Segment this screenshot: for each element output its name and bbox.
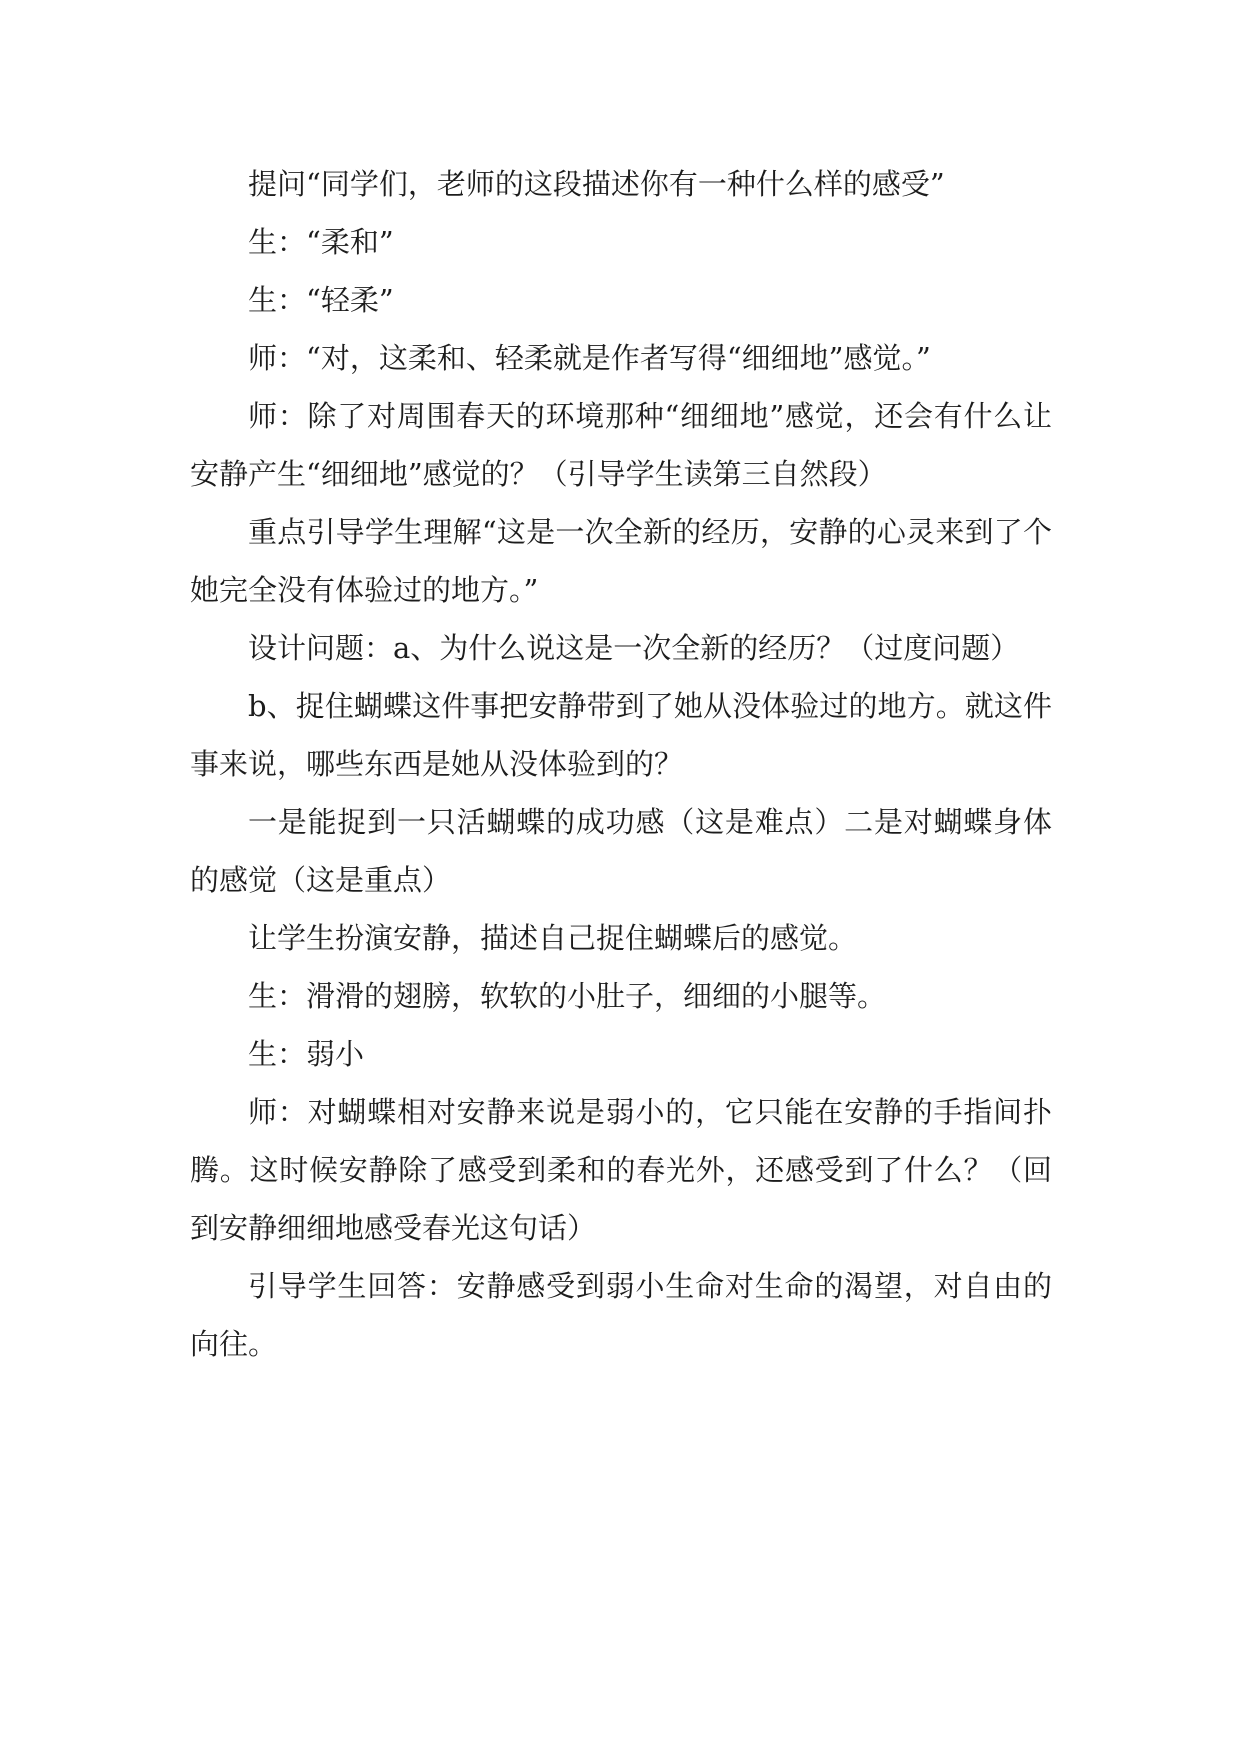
- paragraph: 提问“同学们，老师的这段描述你有一种什么样的感受”: [248, 167, 945, 201]
- paragraph: 师：除了对周围春天的环境那种“细细地”感觉，还会有什么让安静产生“细细地”感觉的？（引导学生读第三自然段）: [190, 399, 1052, 491]
- paragraph: 设计问题：a、为什么说这是一次全新的经历？（过度问题）: [248, 631, 1020, 665]
- paragraph: 生：“柔和”: [248, 225, 394, 259]
- paragraph: 师：对蝴蝶相对安静来说是弱小的，它只能在安静的手指间扑腾。这时候安静除了感受到柔和的春光外，还感受到了什么？（回到安静细细地感受春光这句话）: [190, 1095, 1052, 1245]
- paragraph: 让学生扮演安静，描述自己捉住蝴蝶后的感觉。: [248, 921, 858, 955]
- document-body: [190, 155, 1052, 1373]
- paragraph: 生：弱小: [248, 1037, 365, 1071]
- paragraph: 重点引导学生理解“这是一次全新的经历，安静的心灵来到了个她完全没有体验过的地方。”: [190, 515, 1052, 607]
- paragraph: 一是能捉到一只活蝴蝶的成功感（这是难点）二是对蝴蝶身体的感觉（这是重点）: [190, 805, 1052, 897]
- paragraph: 师：“对，这柔和、轻柔就是作者写得“细细地”感觉。”: [248, 341, 931, 375]
- paragraph: b、捉住蝴蝶这件事把安静带到了她从没体验过的地方。就这件事来说，哪些东西是她从没体验到的？: [190, 689, 1052, 781]
- paragraph: 生：“轻柔”: [248, 283, 394, 317]
- paragraph: 生：滑滑的翅膀，软软的小肚子，细细的小腿等。: [248, 979, 887, 1013]
- paragraph: 引导学生回答：安静感受到弱小生命对生命的渴望，对自由的向往。: [190, 1269, 1052, 1361]
